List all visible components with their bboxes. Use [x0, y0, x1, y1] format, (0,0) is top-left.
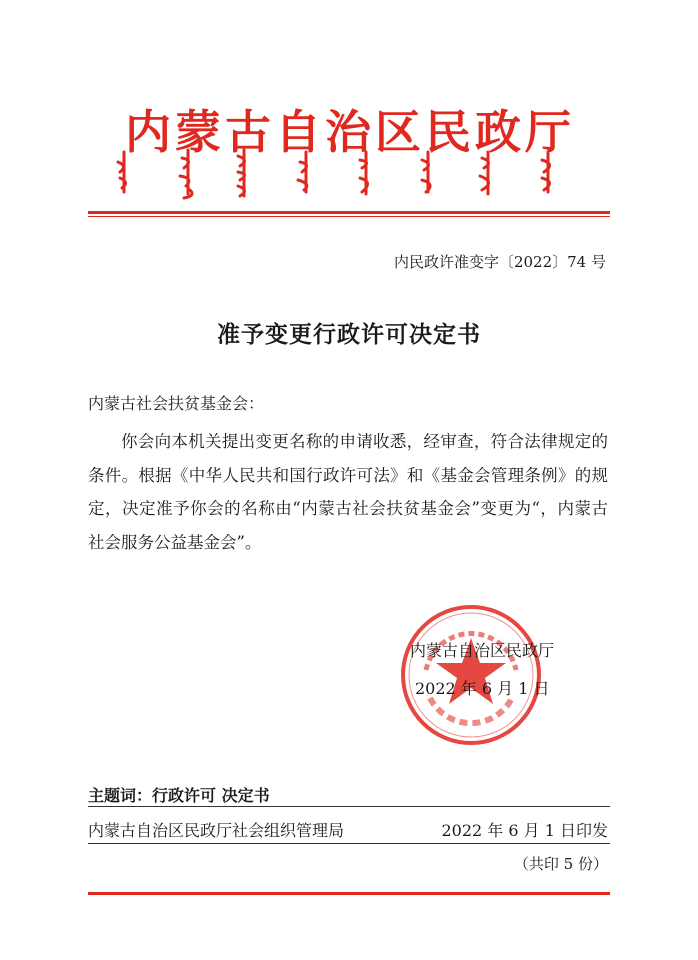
mongolian-word — [360, 152, 368, 194]
recipient: 内蒙古社会扶贫基金会： — [88, 394, 265, 413]
issuer-name: 内蒙古自治区民政厅 — [410, 641, 555, 660]
footer-red-rule — [88, 892, 610, 895]
mongolian-word — [298, 152, 307, 192]
print-date: 2022 年 6 月 1 日印发 — [441, 821, 608, 840]
header-red-rule — [88, 211, 610, 214]
footer-rule-top — [88, 806, 610, 807]
mongolian-word — [542, 152, 550, 192]
mongolian-word — [238, 150, 245, 196]
keywords: 主题词：行政许可 决定书 — [88, 786, 270, 805]
agency-title: 内蒙古自治区民政厅 — [125, 105, 575, 159]
mongolian-word — [480, 152, 489, 194]
mongolian-script-decoration — [110, 148, 590, 200]
mongolian-word — [118, 152, 126, 192]
copies-count: （共印 5 份） — [513, 855, 608, 873]
body-paragraph: 你会向本机关提出变更名称的申请收悉，经审查，符合法律规定的条件。根据《中华人民共和国行政许可法》和《基金会管理条例》的规定，决定准予你会的名称由“内蒙古社会扶贫基金会”变更为“，内蒙古社会服务公益基金会”。 — [88, 432, 608, 552]
document-title: 准予变更行政许可决定书 — [217, 321, 481, 348]
issue-date: 2022 年 6 月 1 日 — [415, 679, 550, 698]
footer-rule-bottom — [88, 843, 610, 844]
official-seal-icon — [396, 600, 546, 750]
header-red-rule-thin — [88, 216, 610, 217]
issuing-office: 内蒙古自治区民政厅社会组织管理局 — [88, 821, 345, 840]
mongolian-word — [180, 150, 192, 198]
document-number: 内民政许准变字〔2022〕74 号 — [393, 253, 606, 271]
mongolian-word — [422, 152, 430, 192]
